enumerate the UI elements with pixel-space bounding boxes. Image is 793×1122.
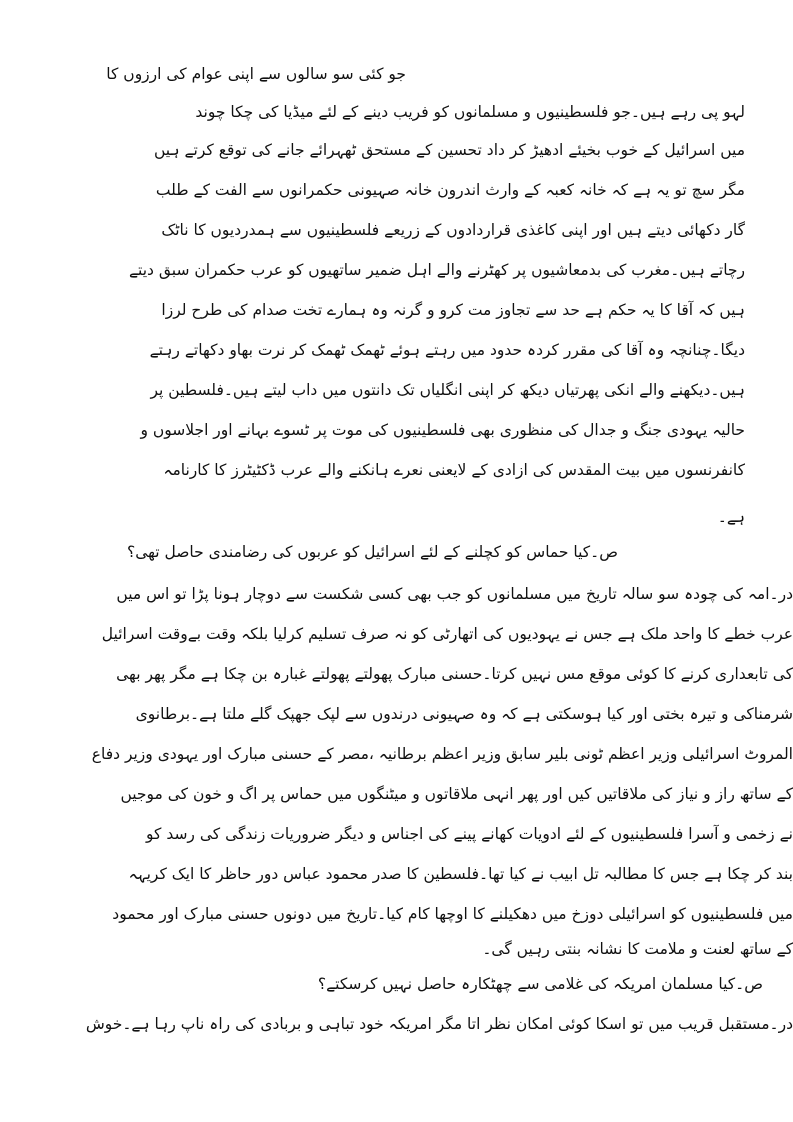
text-line: کے ساتھ لعنت و ملامت کا نشانہ بنتی رہیں گی۔ <box>482 940 793 958</box>
text-line: عرب خطے کا واحد ملک ہے جس نے یہودیوں کی اتھارٹی کو نہ صرف تسلیم کرلیا بلکہ وقت بےوقت اسرائیل <box>101 625 793 643</box>
text-line: ہے۔ <box>717 508 745 526</box>
text-line: المروٹ اسرائیلی وزیر اعظم ٹونی بلیر سابق وزیر اعظم برطانیہ ،مصر کے حسنی مبارک اور یہودی وزیر دفاع <box>91 745 793 763</box>
text-line: در۔امہ کی چودہ سو سالہ تاریخ میں مسلمانوں کو جب بھی کسی شکست سے دوچار ہونا پڑا تو اس میں <box>116 585 793 603</box>
text-line: لہو پی رہے ہیں۔جو فلسطینیوں و مسلمانوں کو فریب دینے کے لئے میڈیا کی چکا چوند <box>195 103 745 121</box>
text-line: گار دکھائی دیتے ہیں اور اپنی کاغذی قراردادوں کے زریعے فلسطینیوں سے ہمدردیوں کا ناٹک <box>161 221 745 239</box>
text-line: شرمناکی و تیرہ بختی اور کیا ہوسکتی ہے کہ وہ صہیونی درندوں سے لپک جھپک گلے ملتا ہے۔برطانوی <box>135 705 793 723</box>
text-line: کی تابعداری کرنے کا کوئی موقع مس نہیں کرتا۔حسنی مبارک پھولتے پھولتے غبارہ بن چکا ہے مگر پھر بھی <box>116 665 793 683</box>
text-line: مگر سچ تو یہ ہے کہ خانہ کعبہ کے وارث اندرون خانہ صہیونی حکمرانوں سے الفت کے طلب <box>155 181 745 199</box>
text-line: در۔مستقبل قریب میں تو اسکا کوئی امکان نظر اتا مگر امریکہ خود تباہی و بربادی کی راہ ناپ رہا ہے۔خوش <box>85 1015 793 1033</box>
text-line: رچاتے ہیں۔مغرب کی بدمعاشیوں پر کھٹرنے والے اہل ضمیر ساتھیوں کو عرب حکمران سبق دیتے <box>128 261 745 279</box>
text-line: نے زخمی و آسرا فلسطینیوں کے لئے ادویات کھانے پینے کی اجناس و دیگر ضروریات زندگی کی رسد کو <box>146 825 793 843</box>
text-line: میں فلسطینیوں کو اسرائیلی دوزخ میں دھکیلنے کا اوچھا کام کیا۔تاریخ میں دونوں حسنی مبارک اور محمود <box>112 905 793 923</box>
text-line: دیگا۔چنانچہ وہ آقا کی مقرر کردہ حدود میں رہتے ہوئے ٹھمک ٹھمک کر نرت بھاو دکھاتے رہتے <box>149 341 745 359</box>
question-heading: ص۔کیا مسلمان امریکہ کی غلامی سے چھٹکارہ حاصل نہیں کرسکتے؟ <box>317 975 763 993</box>
text-line: بند کر چکا ہے جس کا مطالبہ تل ابیب نے کیا تھا۔فلسطین کا صدر محمود عباس دور حاظر کا ایک کریہہ <box>128 865 793 883</box>
text-line: ہیں کہ آقا کا یہ حکم ہے حد سے تجاوز مت کرو و گرنہ وہ ہمارے تخت صدام کی طرح لرزا <box>161 301 745 319</box>
text-line: جو کئی سو سالوں سے اپنی عوام کی ارزوں کا <box>106 65 406 83</box>
text-line: حالیہ یہودی جنگ و جدال کی منظوری بھی فلسطینیوں کی موت پر ٹسوے بہانے اور اجلاسوں و <box>140 421 745 439</box>
text-line: ہیں۔دیکھنے والے انکی پھرتیاں دیکھ کر اپنی انگلیاں تک دانتوں میں داب لیتے ہیں۔فلسطین پر <box>150 381 745 399</box>
question-heading: ص۔کیا حماس کو کچلنے کے لئے اسرائیل کو عربوں کی رضامندی حاصل تھی؟ <box>126 543 618 561</box>
text-line: کے ساتھ راز و نیاز کی ملاقاتیں کیں اور پھر انہی ملاقاتوں و میٹنگوں میں حماس پر اگ و خون کی موجیں <box>120 785 793 803</box>
text-line: میں اسرائیل کے خوب بخیئے ادھیڑ کر داد تحسین کے مستحق ٹھہرائے جانے کی توقع کرتے ہیں <box>153 141 745 159</box>
text-line: کانفرنسوں میں بیت المقدس کی ازادی کے لایعنی نعرے ہانکنے والے عرب ڈکٹیٹرز کا کارنامہ <box>163 461 745 479</box>
